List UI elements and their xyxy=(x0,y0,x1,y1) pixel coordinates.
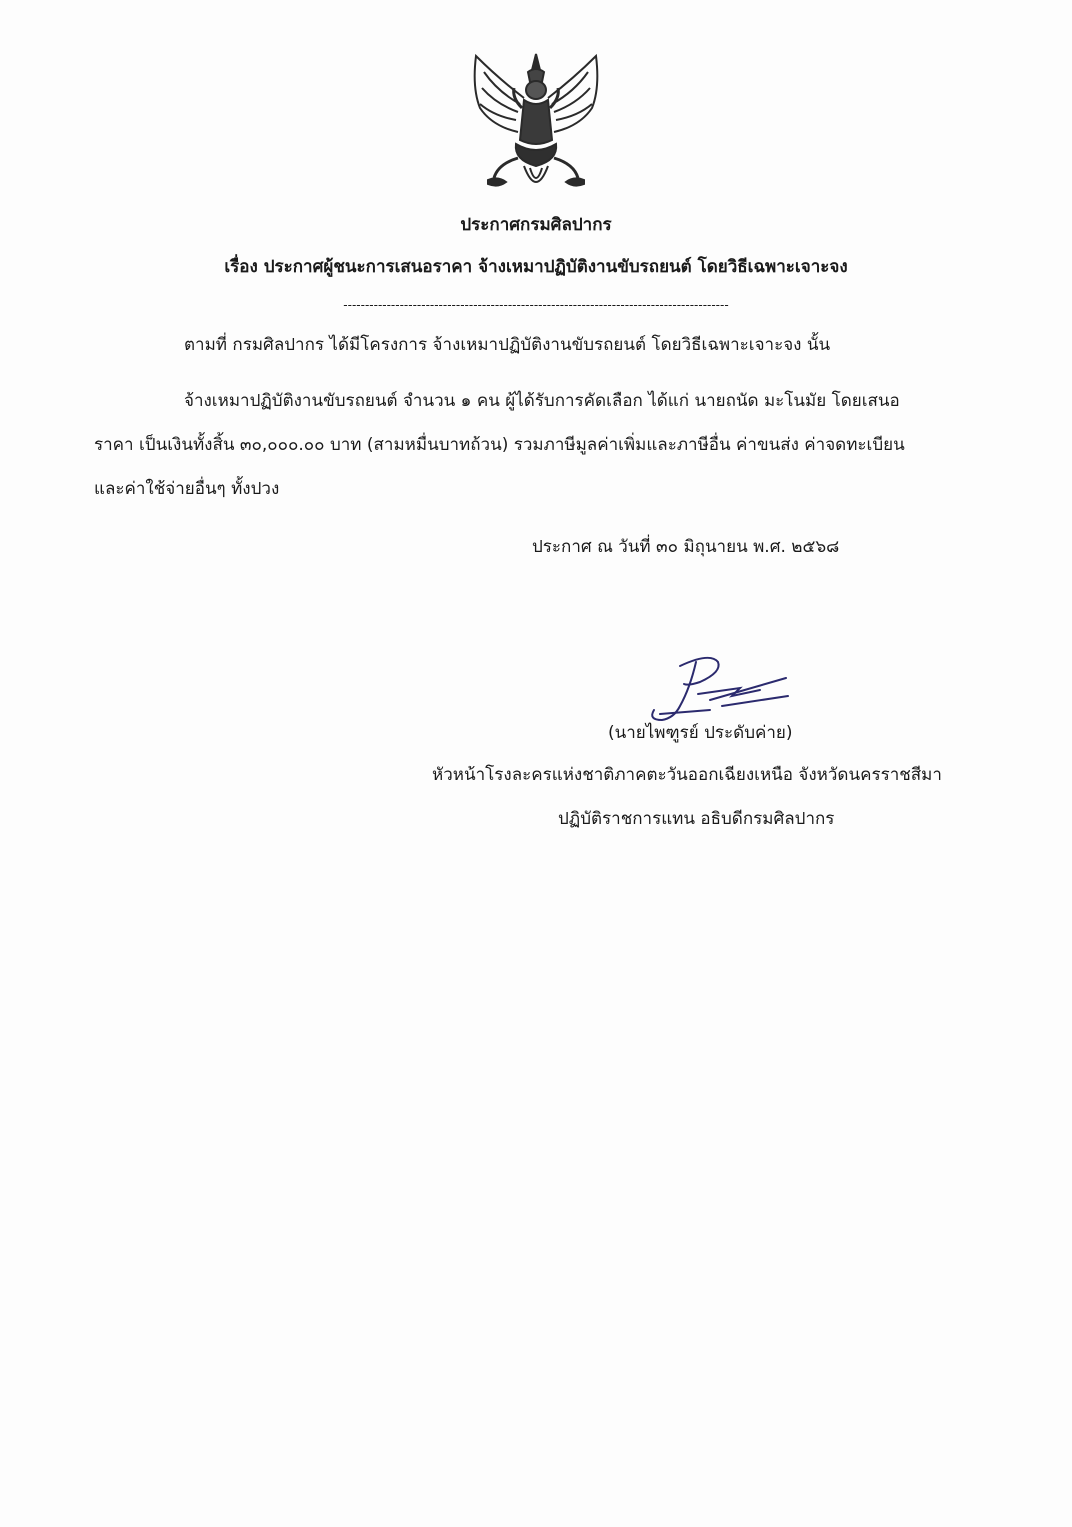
handwritten-signature-icon xyxy=(640,648,790,724)
body-paragraph-2-line-2: ราคา เป็นเงินทั้งสิ้น ๓๐,๐๐๐.๐๐ บาท (สามหมื่นบาทถ้วน) รวมภาษีมูลค่าเพิ่มและภาษีอื่น ค่าขนส่ง ค่าจดทะเบียน xyxy=(94,435,905,455)
garuda-emblem-icon xyxy=(458,48,614,204)
body-paragraph-1: ตามที่ กรมศิลปากร ได้มีโครงการ จ้างเหมาปฏิบัติงานขับรถยนต์ โดยวิธีเฉพาะเจาะจง นั้น xyxy=(184,335,831,355)
announcement-title: ประกาศกรมศิลปากร xyxy=(460,215,612,235)
signatory-position: หัวหน้าโรงละครแห่งชาติภาคตะวันออกเฉียงเหนือ จังหวัดนครราชสีมา xyxy=(432,765,942,785)
announcement-date: ประกาศ ณ วันที่ ๓๐ มิถุนายน พ.ศ. ๒๕๖๘ xyxy=(532,537,840,557)
signatory-name: (นายไพฑูรย์ ประดับค่าย) xyxy=(608,723,793,743)
announcement-subject: เรื่อง ประกาศผู้ชนะการเสนอราคา จ้างเหมาปฏิบัติงานขับรถยนต์ โดยวิธีเฉพาะเจาะจง xyxy=(224,257,848,277)
signatory-acting-for: ปฏิบัติราชการแทน อธิบดีกรมศิลปากร xyxy=(558,809,835,829)
divider-line: ----------------------------------------------------------------------------------------- xyxy=(343,298,729,312)
body-paragraph-2-line-3: และค่าใช้จ่ายอื่นๆ ทั้งปวง xyxy=(94,479,280,499)
body-paragraph-2-line-1: จ้างเหมาปฏิบัติงานขับรถยนต์ จำนวน ๑ คน ผู้ได้รับการคัดเลือก ได้แก่ นายถนัด มะโนมัย โดยเสนอ xyxy=(184,391,900,411)
